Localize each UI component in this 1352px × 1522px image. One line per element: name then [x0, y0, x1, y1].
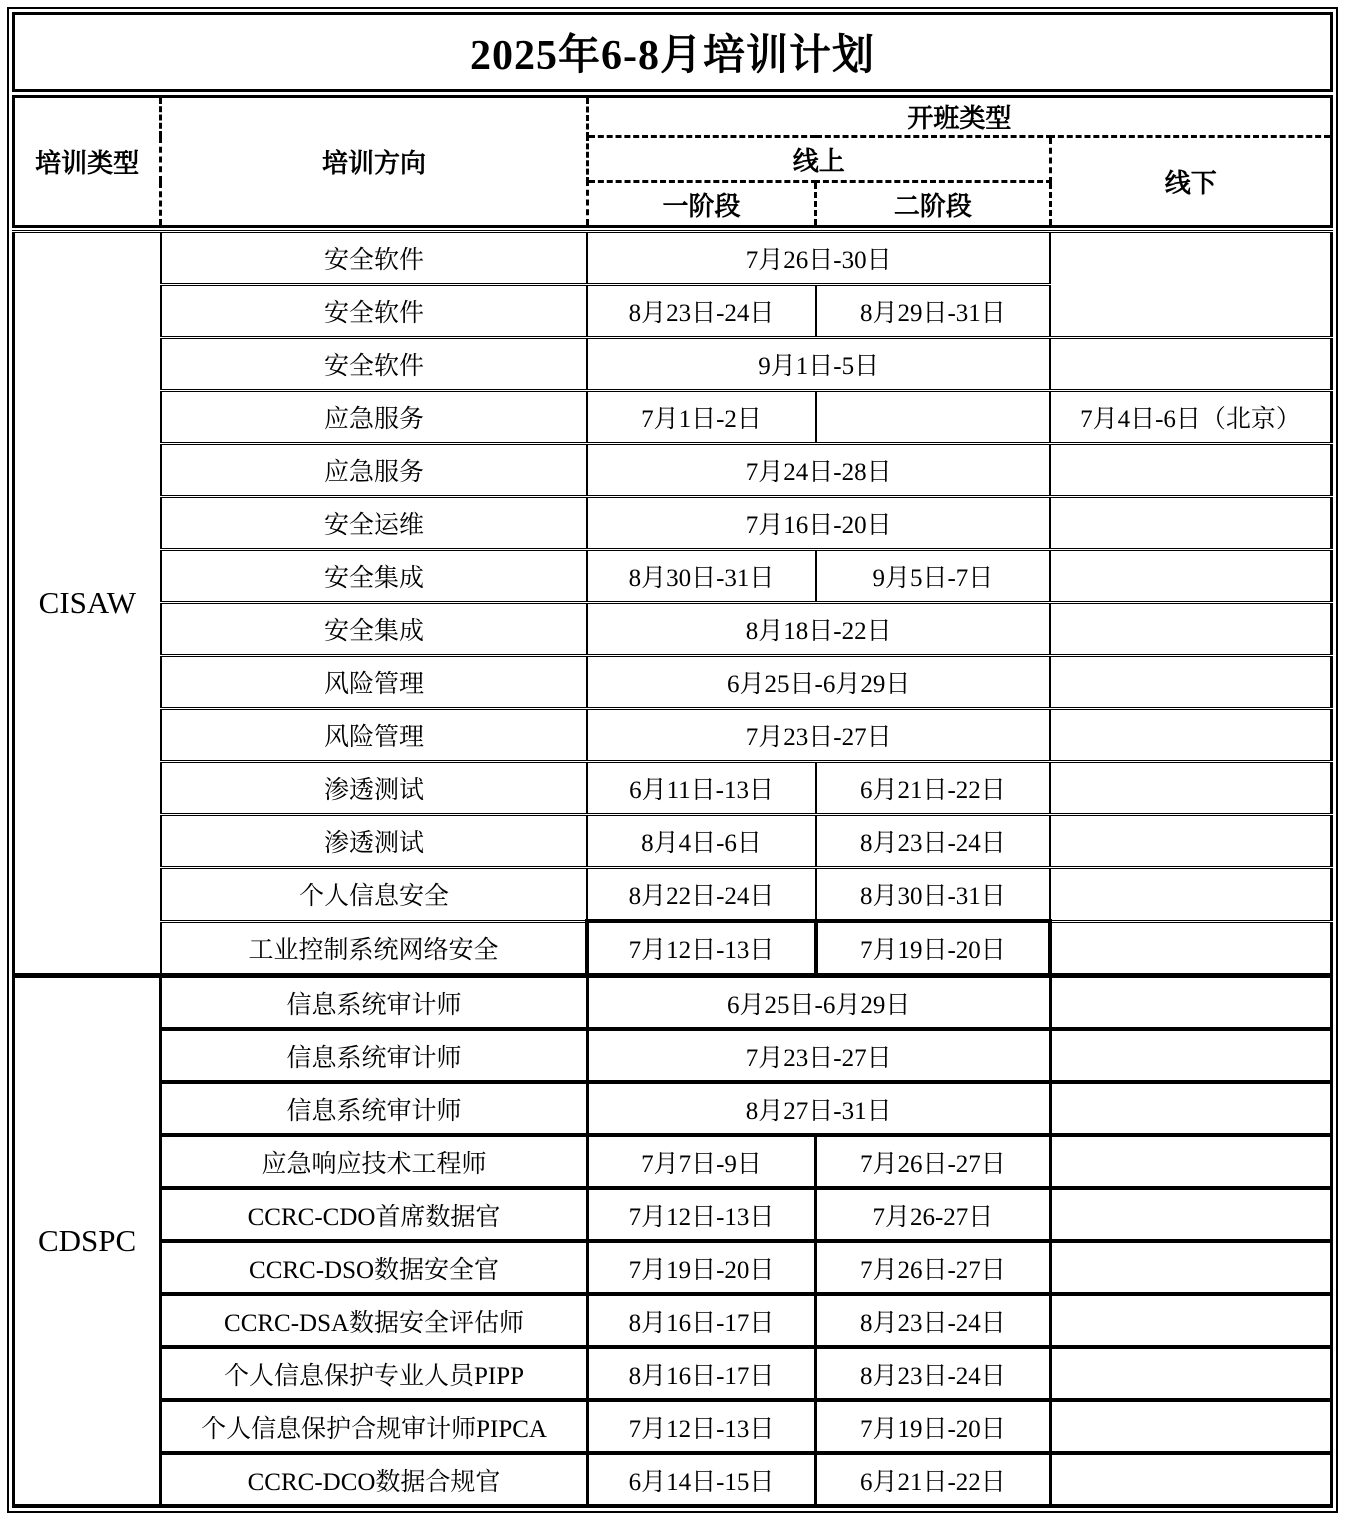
direction-cell: 安全集成: [161, 550, 588, 603]
offline-cell: [1050, 1347, 1331, 1400]
table-row: [14, 656, 1332, 709]
phase2-cell: 6月21日-22日: [816, 1453, 1050, 1506]
direction-cell: CCRC-DSA数据安全评估师: [161, 1294, 588, 1347]
phase2-cell: 7月19日-20日: [816, 921, 1050, 976]
phase1-cell: 7月12日-13日: [587, 921, 815, 976]
direction-cell: 安全软件: [161, 232, 588, 285]
offline-cell: [1050, 550, 1331, 603]
header-training-type: 培训类型: [14, 97, 161, 227]
table-row: [14, 1241, 1332, 1294]
table-row: [14, 1082, 1332, 1135]
table-row: [14, 976, 1332, 1030]
direction-cell: 渗透测试: [161, 762, 588, 815]
phase1-cell: 8月4日-6日: [587, 815, 815, 868]
phase1-cell: 6月11日-13日: [587, 762, 815, 815]
phase2-cell: 7月26-27日: [816, 1188, 1050, 1241]
direction-cell: 安全软件: [161, 285, 588, 338]
header-phase2: 二阶段: [816, 182, 1050, 227]
table-row: [14, 391, 1332, 444]
section-label-cisaw: CISAW: [14, 232, 161, 976]
offline-cell: 7月4日-6日（北京）: [1050, 391, 1331, 444]
direction-cell: 安全软件: [161, 338, 588, 391]
table-row: [14, 444, 1332, 497]
table-row: [14, 497, 1332, 550]
phase1-cell: 8月22日-24日: [587, 868, 815, 922]
direction-cell: 渗透测试: [161, 815, 588, 868]
phase2-cell: 7月19日-20日: [816, 1400, 1050, 1453]
online-merged-cell: 7月26日-30日: [587, 232, 1050, 285]
phase2-cell: 8月23日-24日: [816, 1294, 1050, 1347]
table-row: [14, 1453, 1332, 1506]
offline-cell: [1050, 1241, 1331, 1294]
direction-cell: 风险管理: [161, 709, 588, 762]
schedule-rows: [14, 232, 1332, 1507]
phase2-cell: 7月26日-27日: [816, 1241, 1050, 1294]
online-merged-cell: 6月25日-6月29日: [587, 656, 1050, 709]
direction-cell: 个人信息安全: [161, 868, 588, 922]
table-row: [14, 1347, 1332, 1400]
direction-cell: 应急服务: [161, 444, 588, 497]
online-merged-cell: 7月23日-27日: [587, 709, 1050, 762]
online-merged-cell: 9月1日-5日: [587, 338, 1050, 391]
offline-cell: [1050, 444, 1331, 497]
offline-cell: [1050, 1188, 1331, 1241]
section-label-cdspc: CDSPC: [14, 976, 161, 1507]
phase1-cell: 8月23日-24日: [587, 285, 815, 338]
direction-cell: 风险管理: [161, 656, 588, 709]
header-class-type: 开班类型: [587, 97, 1331, 137]
offline-cell: [1050, 603, 1331, 656]
table-row: [14, 603, 1332, 656]
direction-cell: 应急响应技术工程师: [161, 1135, 588, 1188]
offline-cell: [1050, 1135, 1331, 1188]
direction-cell: CCRC-DSO数据安全官: [161, 1241, 588, 1294]
page-title: 2025年6-8月培训计划: [12, 12, 1333, 92]
direction-cell: 安全集成: [161, 603, 588, 656]
table-row: [14, 1188, 1332, 1241]
direction-cell: 个人信息保护合规审计师PIPCA: [161, 1400, 588, 1453]
offline-cell: [1050, 1029, 1331, 1082]
offline-cell: [1050, 1082, 1331, 1135]
offline-cell: [1050, 815, 1331, 868]
phase2-cell: 7月26日-27日: [816, 1135, 1050, 1188]
online-merged-cell: 7月16日-20日: [587, 497, 1050, 550]
table-row: [14, 815, 1332, 868]
phase1-cell: 7月7日-9日: [587, 1135, 815, 1188]
table-row: [14, 1400, 1332, 1453]
phase2-cell: 9月5日-7日: [816, 550, 1050, 603]
direction-cell: 应急服务: [161, 391, 588, 444]
offline-cell: [1050, 1453, 1331, 1506]
table-row: [14, 709, 1332, 762]
table-row: [14, 1135, 1332, 1188]
phase1-cell: 8月16日-17日: [587, 1347, 815, 1400]
offline-cell: [1050, 656, 1331, 709]
offline-cell: [1050, 497, 1331, 550]
table-row: [14, 338, 1332, 391]
offline-cell: [1050, 1294, 1331, 1347]
offline-cell: [1050, 921, 1331, 976]
direction-cell: CCRC-DCO数据合规官: [161, 1453, 588, 1506]
direction-cell: 安全运维: [161, 497, 588, 550]
phase2-cell: [816, 391, 1050, 444]
offline-cell: [1050, 868, 1331, 922]
header-offline: 线下: [1050, 137, 1331, 227]
table-row: [14, 550, 1332, 603]
phase2-cell: 8月29日-31日: [816, 285, 1050, 338]
online-merged-cell: 8月27日-31日: [587, 1082, 1050, 1135]
online-merged-cell: 7月24日-28日: [587, 444, 1050, 497]
online-merged-cell: 6月25日-6月29日: [587, 976, 1050, 1030]
online-merged-cell: 7月23日-27日: [587, 1029, 1050, 1082]
table-row: [14, 868, 1332, 922]
table-row: [14, 232, 1332, 285]
table-row: [14, 921, 1332, 976]
offline-cell: [1050, 762, 1331, 815]
offline-cell: [1050, 709, 1331, 762]
phase1-cell: 7月1日-2日: [587, 391, 815, 444]
table-row: [14, 1029, 1332, 1082]
phase1-cell: 7月19日-20日: [587, 1241, 815, 1294]
offline-cell: [1050, 976, 1331, 1030]
phase2-cell: 6月21日-22日: [816, 762, 1050, 815]
direction-cell: CCRC-CDO首席数据官: [161, 1188, 588, 1241]
schedule-body: [12, 230, 1333, 1508]
direction-cell: 信息系统审计师: [161, 1029, 588, 1082]
phase2-cell: 8月23日-24日: [816, 1347, 1050, 1400]
online-merged-cell: 8月18日-22日: [587, 603, 1050, 656]
direction-cell: 信息系统审计师: [161, 1082, 588, 1135]
phase1-cell: 7月12日-13日: [587, 1188, 815, 1241]
offline-cell: [1050, 232, 1331, 338]
header-phase1: 一阶段: [587, 182, 815, 227]
schedule-header: [12, 95, 1333, 228]
direction-cell: 个人信息保护专业人员PIPP: [161, 1347, 588, 1400]
phase2-cell: 8月30日-31日: [816, 868, 1050, 922]
phase1-cell: 7月12日-13日: [587, 1400, 815, 1453]
direction-cell: 信息系统审计师: [161, 976, 588, 1030]
offline-cell: [1050, 338, 1331, 391]
offline-cell: [1050, 1400, 1331, 1453]
header-online: 线上: [587, 137, 1050, 182]
table-row: [14, 1294, 1332, 1347]
header-training-direction: 培训方向: [161, 97, 588, 227]
phase1-cell: 8月16日-17日: [587, 1294, 815, 1347]
table-row: [14, 762, 1332, 815]
phase1-cell: 8月30日-31日: [587, 550, 815, 603]
schedule-sheet: [7, 7, 1338, 1513]
phase1-cell: 6月14日-15日: [587, 1453, 815, 1506]
phase2-cell: 8月23日-24日: [816, 815, 1050, 868]
direction-cell: 工业控制系统网络安全: [161, 921, 588, 976]
